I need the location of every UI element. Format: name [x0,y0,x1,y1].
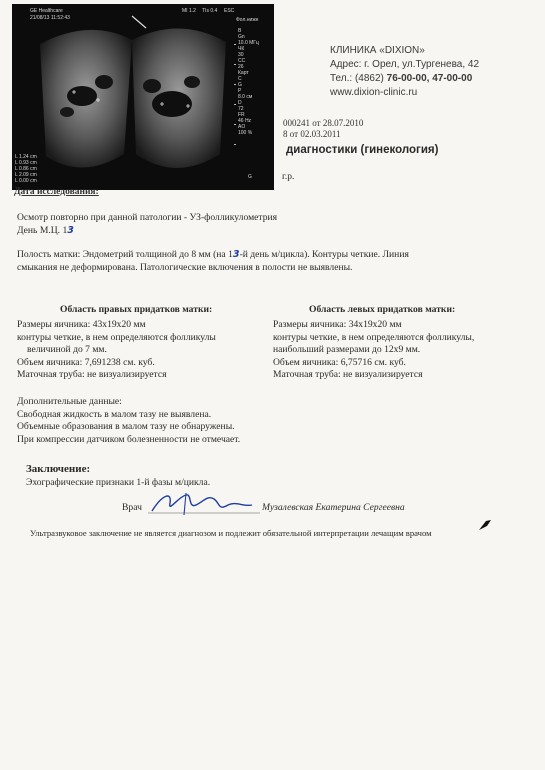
right-adnexa-line: величиной до 7 мм. [27,344,107,355]
side-param: 46 Hz [238,118,252,124]
study-date-header: Дата исследования: [14,187,99,197]
uterus-line-2: смыкания не деформирована. Патологические включения в полости не выявлены. [17,262,353,273]
ultrasound-mode-tag: G [248,174,252,180]
side-param: D [238,100,242,106]
right-adnexa-line: Маточная труба: не визуализируется [17,369,167,380]
right-adnexa-title: Область правых придатков матки: [60,304,213,315]
clinic-address: Адрес: г. Орел, ул.Тургенева, 42 [330,59,480,70]
additional-title: Дополнительные данные: [17,396,122,407]
right-adnexa-body [17,319,267,382]
uterus-handwritten-digit: 3 [232,249,240,260]
registration-line-2: 8 от 02.03.2011 [283,129,341,139]
right-adnexa-line: Объем яичника: 7,691238 см. куб. [17,356,155,368]
ink-mark-icon [478,519,492,531]
document-title: диагностики (гинекология) [286,144,439,156]
side-param: G [238,82,242,88]
clinic-phone-numbers: 76-00-00, 47-00-00 [386,73,473,84]
ultrasound-param-esc: ESC [224,8,235,14]
left-adnexa-line: контуры четкие, в нем определяются фолликулы, [273,331,475,343]
side-param: 10.0 МГц [238,40,259,46]
intro-line-1: Осмотр повторно при данной патологии - УЗ-фолликулометрия [17,212,278,223]
ultrasound-brand: GE Healthcare [30,8,63,14]
ultrasound-datetime: 21/08/13 11:52:43 [30,15,70,21]
ultrasound-measurements [15,154,37,184]
doctor-signature [148,487,260,521]
ultrasound-side-params [238,28,259,136]
disclaimer: Ультразвуковое заключение не является диагнозом и подлежит обязательной интерпретации лечащим врачом [30,528,432,538]
clinic-phone [330,72,479,86]
left-adnexa-line: Объем яичника: 6,75716 см. куб. [273,356,406,368]
uterus-text-a: Полость матки: Эндометрий толщиной до 8 мм (на 1 [17,249,233,260]
side-param: 26 [238,64,244,70]
measurement: L 0.00 cm [15,178,37,184]
side-param: AO [238,124,246,130]
conclusion-title: Заключение: [26,463,91,475]
ultrasound-mode: Фол.нижн [236,17,259,23]
doctor-label: Врач [122,502,142,513]
measurement: L 0.93 cm [15,160,37,166]
left-adnexa-line: Маточная труба: не визуализируется [273,369,423,380]
conclusion-text: Эхографические признаки 1-й фазы м/цикла. [26,477,211,488]
uterus-text-b: -й день м/цикла). Контуры четкие. Линия [239,249,409,260]
ultrasound-scan-graphic [12,4,274,190]
additional-line: При компрессии датчиком болезненности не отмечает. [17,433,241,445]
left-adnexa-line: наибольший размерами до 12х9 мм. [273,344,421,355]
clinic-phone-prefix: Тел.: (4862) [330,73,387,84]
additional-line: Объемные образования в малом тазу не обнаружены. [17,421,235,432]
left-adnexa-line: Размеры яичника: 34х19х20 мм [273,319,402,330]
side-param: СС [238,58,246,64]
left-adnexa-body [273,319,533,382]
side-param: 100 % [238,130,253,136]
right-adnexa-line: контуры четкие, в нем определяются фолликулы [17,331,216,343]
intro-line-2 [17,225,74,238]
side-param: Gn [238,34,245,40]
side-param: B [238,28,242,34]
measurement: L 2.09 cm [15,172,37,178]
side-param: 30 [238,52,244,58]
additional-section [17,396,240,446]
measurement: L 0.86 cm [15,166,37,172]
side-param: FR [238,112,245,118]
side-param: C [238,76,242,82]
cycle-day-label: День М.Ц. 1 [17,225,68,236]
cycle-day-handwritten: 3 [67,225,74,236]
clinic-header [330,44,479,100]
side-param: Карт [238,70,249,76]
uterus-line-1 [17,249,409,262]
side-param: 8.0 см [238,94,253,100]
ultrasound-param-tis: TIs 0.4 [202,8,218,14]
birth-year-suffix: г.р. [282,172,295,182]
ultrasound-param-mi: MI 1.2 [182,8,196,14]
ultrasound-image [12,4,274,190]
side-param: P [238,88,242,94]
clinic-name: КЛИНИКА «DIXION» [330,45,425,56]
additional-line: Свободная жидкость в малом тазу не выявлена. [17,408,212,420]
side-param: 72 [238,106,244,112]
side-param: ЧК [238,46,245,52]
doctor-name: Музалевская Екатерина Сергеевна [262,502,405,513]
left-adnexa-title: Область левых придатков матки: [309,304,456,315]
registration-line-1: 000241 от 28.07.2010 [283,118,364,128]
clinic-website: www.dixion-clinic.ru [330,87,418,98]
measurement: L 1.24 cm [15,154,37,160]
right-adnexa-line: Размеры яичника: 43х19х20 мм [17,319,146,330]
